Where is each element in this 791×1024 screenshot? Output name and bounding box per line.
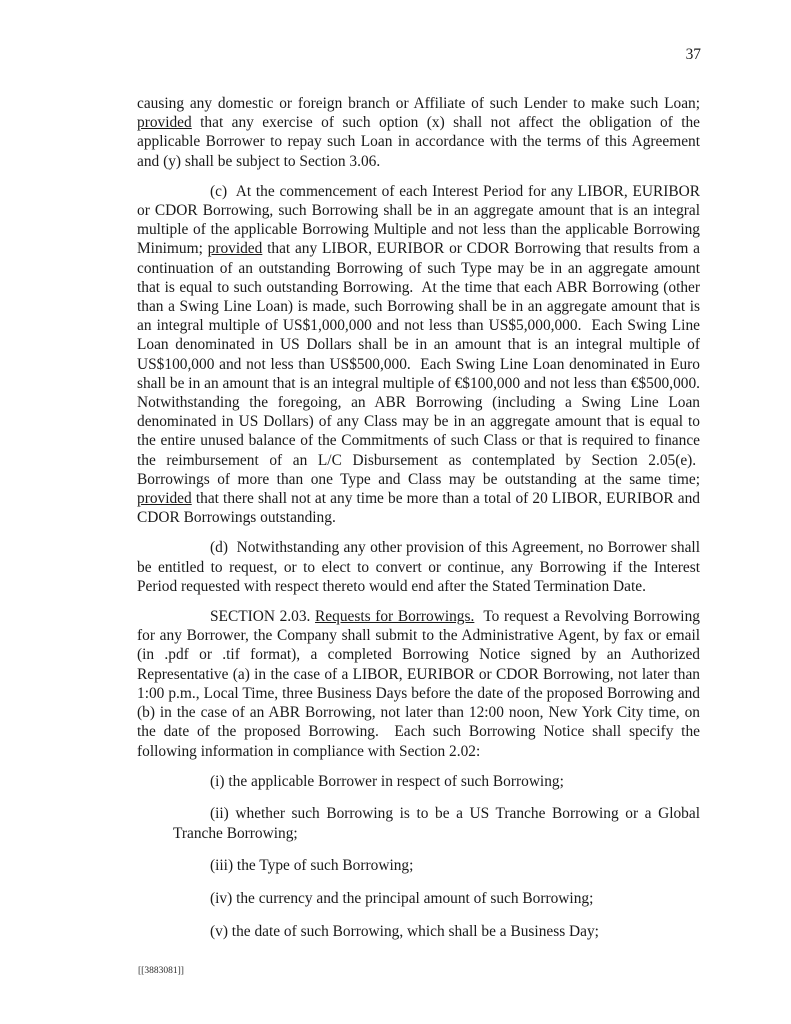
para-d-text: (d) Notwithstanding any other provision of this Agreement, no Borrower shall be entitled to request, or to elect to convert or continue, any Borrowing if the Interest Period requested with respect thereto would end after the Stated Termination Date. bbox=[137, 539, 700, 595]
para-c-text-mid: that any LIBOR, EURIBOR or CDOR Borrowing that results from a continuation of an outstanding Borrowing of such Type may be in an aggregate amount that is equal to such outstanding Borrowing. At the time that each ABR Borrowing (other than a Swing Line Loan) is made, such Borrowing shall be in an aggregate amount that is an integral multiple of US$1,000,000 and not less than US$5,000,000. Each Swing Line Loan denominated in US Dollars shall be in an amount that is an integral multiple of US$100,000 and not less than US$500,000. Each Swing Line Loan denominated in Euro shall be in an amount that is an integral multiple of €$100,000 and not less than €$500,000. Notwithstanding the foregoing, an ABR Borrowing (including a Swing Line Loan denominated in US Dollars) of any Class may be in an aggregate amount that is equal to the entire unused balance of the Commitments of such Class or that is required to finance the reimbursement of an L/C Disbursement as contemplated by Section 2.05(e). Borrowings of more than one Type and Class may be outstanding at the same time; bbox=[137, 240, 700, 488]
para-c-text-post: that there shall not at any time be more than a total of 20 LIBOR, EURIBOR and CDOR Borrowings outstanding. bbox=[137, 490, 700, 527]
para-c-provided-underline-1: provided bbox=[207, 240, 263, 258]
paragraph-continuation bbox=[137, 94, 700, 171]
list-item-iii: (iii) the Type of such Borrowing; bbox=[210, 857, 414, 875]
para-c-text-pre: (c) At the commencement of each Interest Period for any LIBOR, EURIBOR or CDOR Borrowing, such Borrowing shall be in an aggregate amount that is an integral multiple of the applicable Borrowing Multiple and not less than the applicable Borrowing Minimum; bbox=[137, 182, 700, 258]
list-item-ii: (ii) whether such Borrowing is to be a US Tranche Borrowing or a Global Tranche Borrowing; bbox=[173, 805, 700, 842]
para-c-provided-underline-2: provided bbox=[137, 490, 192, 508]
list-item-i: (i) the applicable Borrower in respect of such Borrowing; bbox=[210, 772, 564, 790]
paragraph-c bbox=[137, 182, 700, 528]
section-2-03-body: To request a Revolving Borrowing for any Borrower, the Company shall submit to the Administrative Agent, by fax or email (in .pdf or .tif format), a completed Borrowing Notice signed by an Authorized Representative (a) in the case of a LIBOR, EURIBOR or CDOR Borrowing, not later than 1:00 p.m., Local Time, three Business Days before the date of the proposed Borrowing and (b) in the case of an ABR Borrowing, not later than 12:00 noon, New York City time, on the date of the proposed Borrowing. Each such Borrowing Notice shall specify the following information in compliance with Section 2.02: bbox=[137, 608, 700, 760]
page-number: 37 bbox=[685, 46, 701, 63]
document-id-footer: [[3883081]] bbox=[138, 966, 184, 976]
para1-provided-underline: provided bbox=[137, 114, 192, 132]
list-item-iv: (iv) the currency and the principal amount of such Borrowing; bbox=[210, 890, 594, 908]
section-2-03-label: SECTION 2.03. bbox=[210, 608, 316, 626]
paragraph-d bbox=[137, 538, 700, 596]
document-body bbox=[137, 94, 700, 954]
para1-text-post: that any exercise of such option (x) shall not affect the obligation of the applicable Borrower to repay such Loan in accordance with the terms of this Agreement and (y) shall be subject to Section 3.06. bbox=[137, 114, 700, 170]
list-item-v: (v) the date of such Borrowing, which shall be a Business Day; bbox=[210, 922, 599, 940]
para1-text-pre: causing any domestic or foreign branch or Affiliate of such Lender to make such Loan; bbox=[137, 95, 700, 112]
section-2-03-heading-underline: Requests for Borrowings. bbox=[315, 608, 475, 626]
section-2-03-paragraph bbox=[137, 607, 700, 761]
